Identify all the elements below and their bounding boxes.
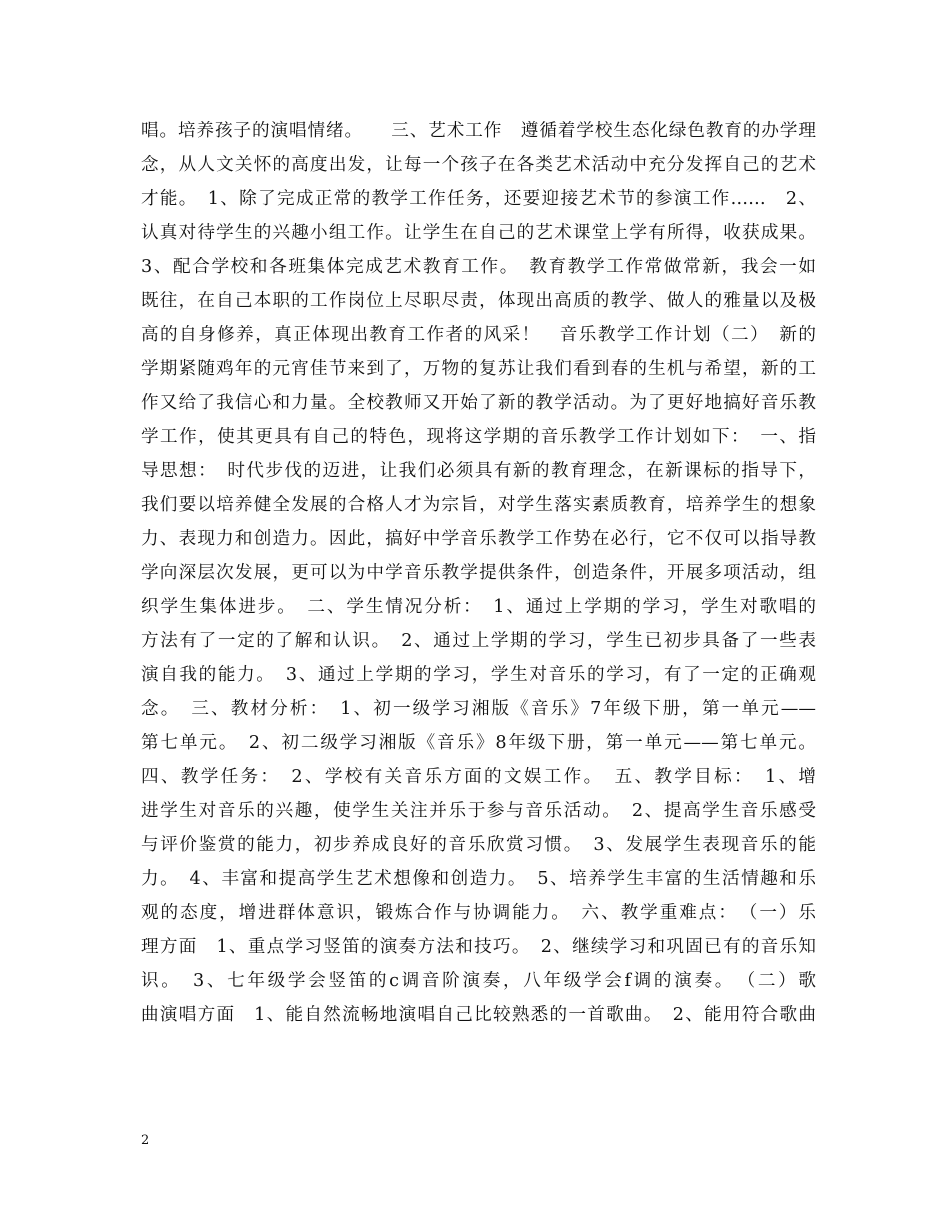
text-line: 唱。培养孩子的演唱情绪。 三、艺术工作 遵循着学校生态化绿色教育的办学理 — [141, 121, 816, 141]
text-line: 导思想： 时代步伐的迈进，让我们必须具有新的教育理念，在新课标的指导下， — [141, 461, 816, 481]
text-line: 高的自身修养，真正体现出教育工作者的风采！ 音乐教学工作计划（二） 新的 — [141, 325, 816, 345]
text-line: 既往，在自己本职的工作岗位上尽职尽责，体现出高质的教学、做人的雅量以及极 — [141, 291, 816, 311]
page-number: 2 — [141, 1133, 150, 1148]
text-line: 才能。 1、除了完成正常的教学工作任务，还要迎接艺术节的参演工作…… 2、 — [141, 189, 816, 209]
text-line: 演自我的能力。 3、通过上学期的学习，学生对音乐的学习，有了一定的正确观 — [141, 665, 816, 685]
text-line: 学向深层次发展，更可以为中学音乐教学提供条件，创造条件，开展多项活动，组 — [141, 563, 816, 583]
text-line: 学期紧随鸡年的元宵佳节来到了，万物的复苏让我们看到春的生机与希望，新的工 — [141, 359, 816, 379]
text-line: 曲演唱方面 1、能自然流畅地演唱自己比较熟悉的一首歌曲。 2、能用符合歌曲 — [141, 1005, 816, 1025]
text-line: 与评价鉴赏的能力，初步养成良好的音乐欣赏习惯。 3、发展学生表现音乐的能 — [141, 835, 816, 855]
text-line: 作又给了我信心和力量。全校教师又开始了新的教学活动。为了更好地搞好音乐教 — [141, 393, 816, 413]
text-line: 念。 三、教材分析： 1、初一级学习湘版《音乐》7年级下册，第一单元—— — [141, 699, 816, 719]
text-line: 观的态度，增进群体意识，锻炼合作与协调能力。 六、教学重难点： （一）乐 — [141, 903, 816, 923]
text-line: 力。 4、丰富和提高学生艺术想像和创造力。 5、培养学生丰富的生活情趣和乐 — [141, 869, 816, 889]
text-line: 力、表现力和创造力。因此，搞好中学音乐教学工作势在必行，它不仅可以指导教 — [141, 529, 816, 549]
text-line: 认真对待学生的兴趣小组工作。让学生在自己的艺术课堂上学有所得，收获成果。 — [141, 223, 816, 243]
text-line: 第七单元。 2、初二级学习湘版《音乐》8年级下册，第一单元——第七单元。 — [141, 733, 816, 753]
text-line: 理方面 1、重点学习竖笛的演奏方法和技巧。 2、继续学习和巩固已有的音乐知 — [141, 937, 816, 957]
text-line: 四、教学任务： 2、学校有关音乐方面的文娱工作。 五、教学目标： 1、增 — [141, 767, 816, 787]
text-line: 织学生集体进步。 二、学生情况分析： 1、通过上学期的学习，学生对歌唱的 — [141, 597, 816, 617]
text-line: 识。 3、七年级学会竖笛的c调音阶演奏，八年级学会f调的演奏。 （二）歌 — [141, 971, 816, 991]
text-line: 进学生对音乐的兴趣，使学生关注并乐于参与音乐活动。 2、提高学生音乐感受 — [141, 801, 816, 821]
text-line: 3、配合学校和各班集体完成艺术教育工作。 教育教学工作常做常新，我会一如 — [141, 257, 816, 277]
text-line: 念，从人文关怀的高度出发，让每一个孩子在各类艺术活动中充分发挥自己的艺术 — [141, 155, 816, 175]
text-line: 方法有了一定的了解和认识。 2、通过上学期的学习，学生已初步具备了一些表 — [141, 631, 816, 651]
text-line: 我们要以培养健全发展的合格人才为宗旨，对学生落实素质教育，培养学生的想象 — [141, 495, 816, 515]
text-line: 学工作，使其更具有自己的特色，现将这学期的音乐教学工作计划如下： 一、指 — [141, 427, 816, 447]
body-text — [141, 114, 816, 1032]
